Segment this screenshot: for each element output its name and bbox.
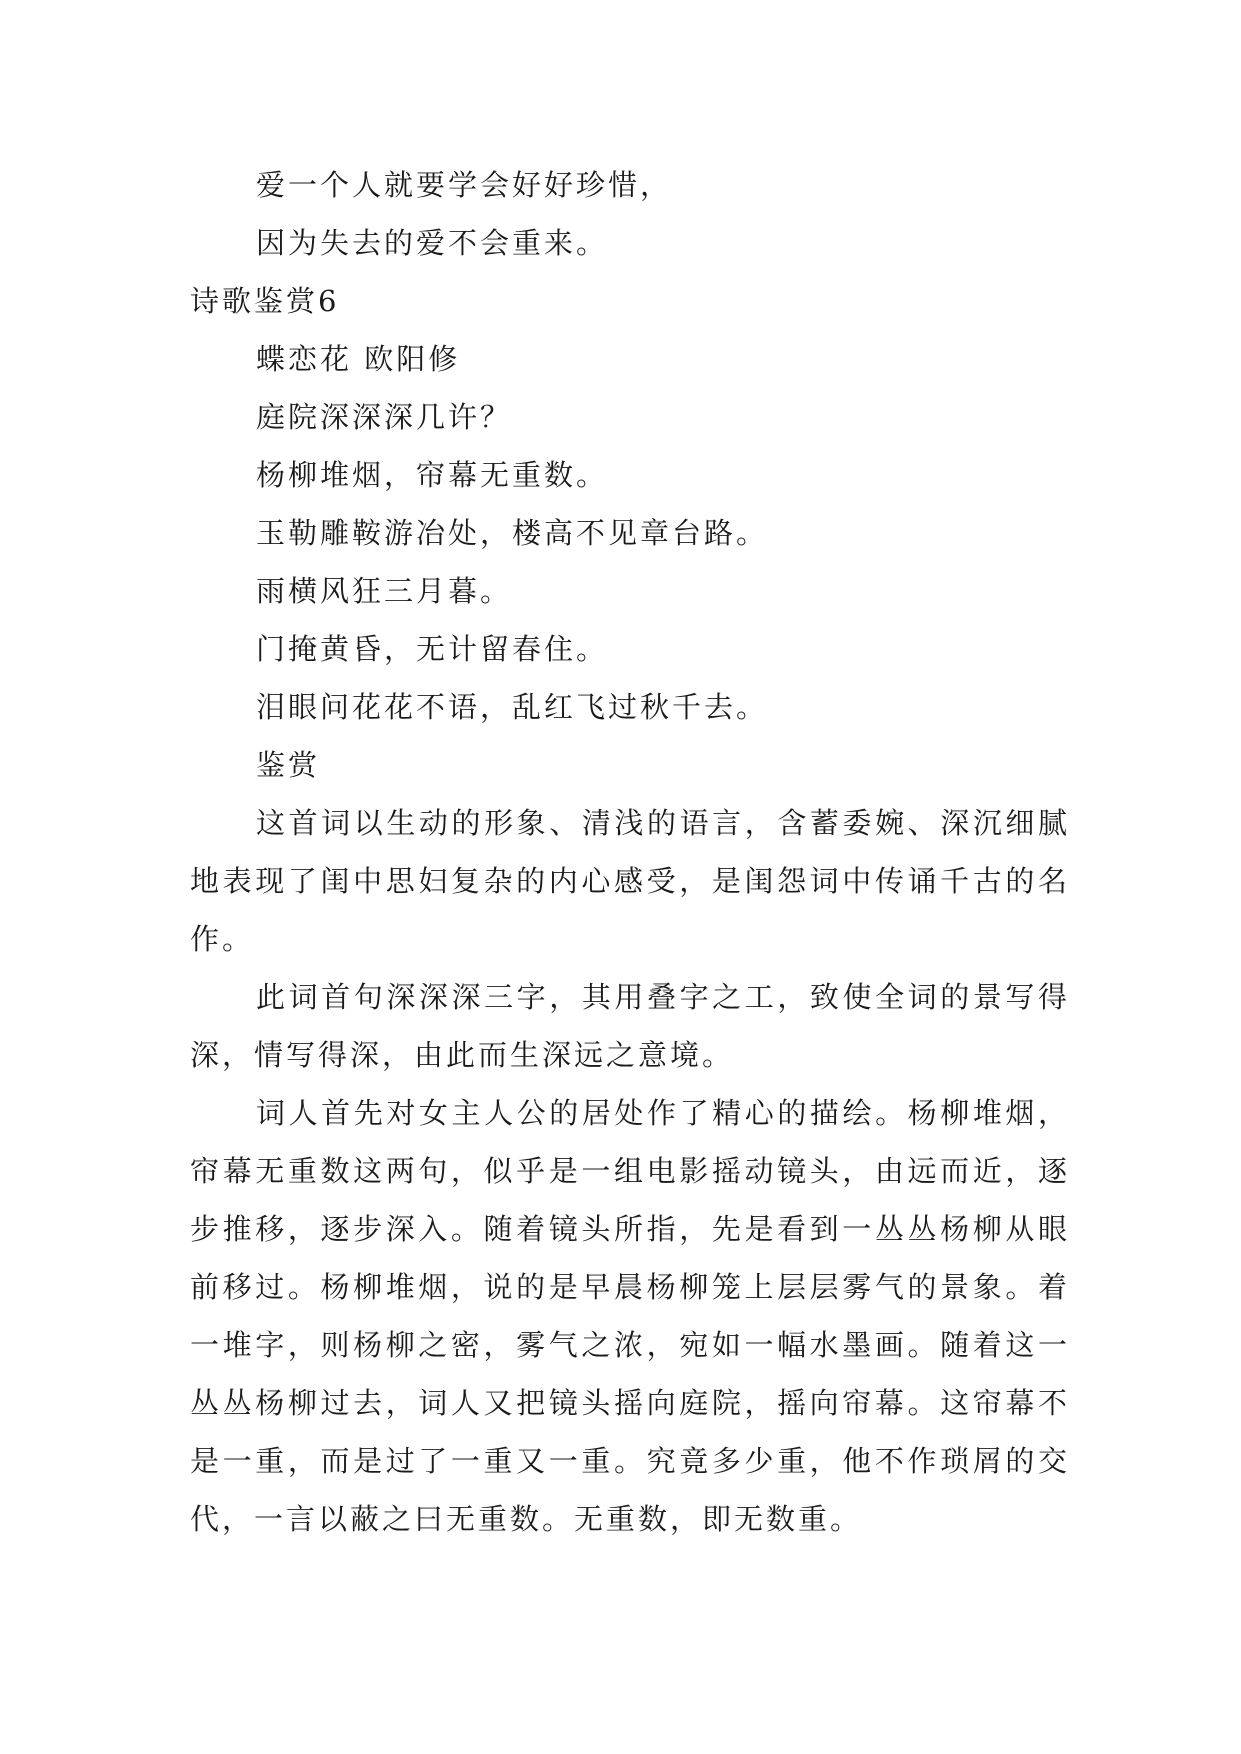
paragraph: 词人首先对女主人公的居处作了精心的描绘。杨柳堆烟，帘幕无重数这两句，似乎是一组电影摇动镜头，由远而近，逐步推移，逐步深入。随着镜头所指，先是看到一丛丛杨柳从眼前移过。杨柳堆烟，说的是早晨杨柳笼上层层雾气的景象。着一堆字，则杨柳之密，雾气之浓，宛如一幅水墨画。随着这一丛丛杨柳过去，词人又把镜头摇向庭院，摇向帘幕。这帘幕不是一重，而是过了一重又一重。究竟多少重，他不作琐屑的交代，一言以蔽之曰无重数。无重数，即无数重。 [190,1096,1070,1536]
poem-line: 玉勒雕鞍游冶处，楼高不见章台路。 [256,516,769,550]
poem-line: 雨横风狂三月暮。 [256,574,513,608]
poem-line: 杨柳堆烟，帘幕无重数。 [256,458,609,492]
text-line: 爱一个人就要学会好好珍惜， [256,168,673,202]
document-page [190,156,1070,1548]
poem-line: 门掩黄昏，无计留春住。 [256,632,609,666]
poem-line: 泪眼问花花不语，乱红飞过秋千去。 [256,690,769,724]
paragraph: 此词首句深深深三字，其用叠字之工，致使全词的景写得深，情写得深，由此而生深远之意境。 [190,980,1070,1072]
paragraph: 这首词以生动的形象、清浅的语言，含蓄委婉、深沉细腻地表现了闺中思妇复杂的内心感受，是闺怨词中传诵千古的名作。 [190,806,1070,956]
subheading: 鉴赏 [256,748,321,782]
poem-line: 庭院深深深几许？ [256,400,513,434]
section-heading: 诗歌鉴赏6 [190,284,340,318]
text-line: 因为失去的爱不会重来。 [256,226,609,260]
poem-title: 蝶恋花 欧阳修 [256,342,461,376]
